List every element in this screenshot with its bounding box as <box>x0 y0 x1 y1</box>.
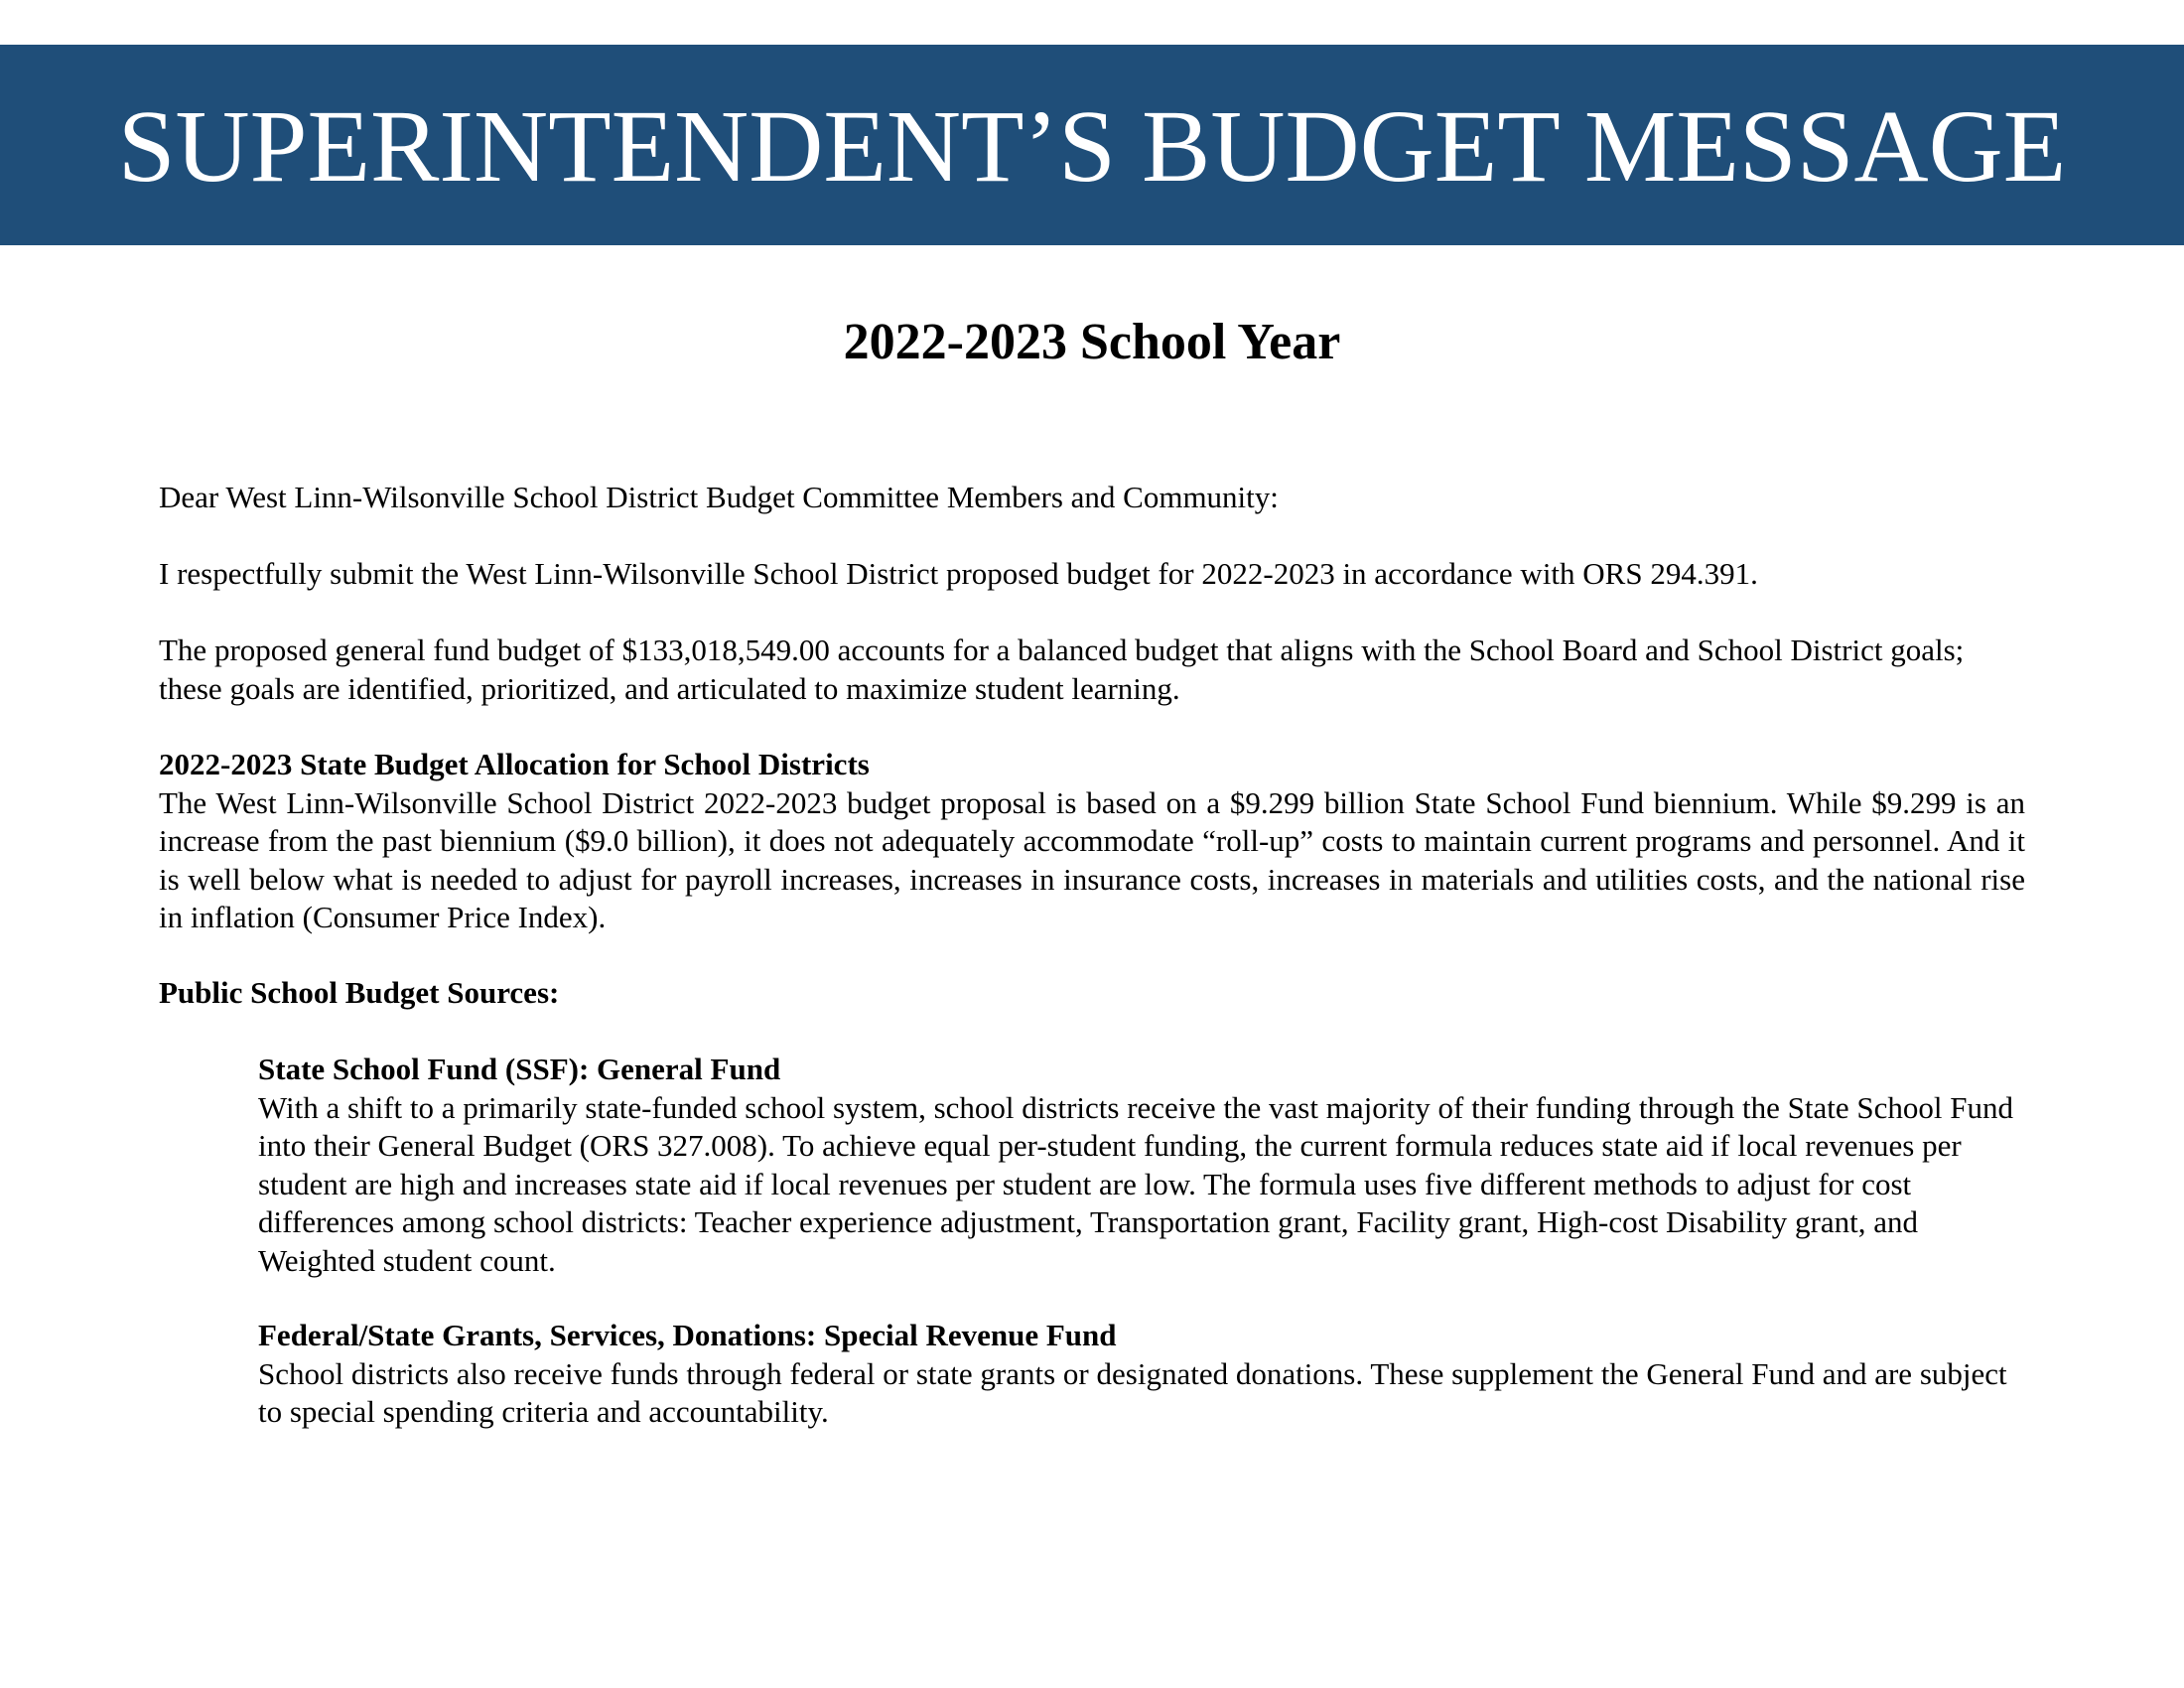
ssf-heading: State School Fund (SSF): General Fund <box>258 1052 781 1086</box>
ssf-subsection <box>258 1051 2025 1280</box>
special-revenue-subsection <box>258 1317 2025 1432</box>
budget-sources-section <box>159 974 2025 1013</box>
general-fund-text: The proposed general fund budget of $133,018,549.00 accounts for a balanced budget that aligns with the School Board and School District goals; these goals are identified, prioritized, and articulated to maximize student learning. <box>159 633 1965 706</box>
school-year-heading: 2022-2023 School Year <box>843 314 1341 370</box>
special-revenue-heading: Federal/State Grants, Services, Donations: Special Revenue Fund <box>258 1318 1117 1352</box>
title-banner <box>0 45 2184 245</box>
page-title: SUPERINTENDENT’S BUDGET MESSAGE <box>117 89 2067 204</box>
submit-paragraph <box>159 555 2025 594</box>
state-allocation-section <box>159 746 2025 937</box>
submit-text: I respectfully submit the West Linn-Wilsonville School District proposed budget for 2022-2023 in accordance with ORS 294.391. <box>159 556 1758 591</box>
state-allocation-body: The West Linn-Wilsonville School District 2022-2023 budget proposal is based on a $9.299 billion State School Fund biennium. While $9.299 is an increase from the past biennium ($9.0 billion), it does not adequately accommodate “roll-up” costs to maintain current programs and personnel. And it is well below what is needed to adjust for payroll increases, increases in insurance costs, increases in materials and utilities costs, and the national rise in inflation (Consumer Price Index). <box>159 784 2025 934</box>
ssf-body: With a shift to a primarily state-funded school system, school districts receive the vast majority of their funding through the State School Fund into their General Budget (ORS 327.008). To achieve equal per-student funding, the current formula reduces state aid if local revenues per student are high and increases state aid if local revenues per student are low. The formula uses five different methods to adjust for cost differences among school districts: Teacher experience adjustment, Transportation grant, Facility grant, High-cost Disability grant, and Weighted student count. <box>258 1089 2013 1278</box>
budget-sources-heading: Public School Budget Sources: <box>159 975 560 1010</box>
special-revenue-body: School districts also receive funds through federal or state grants or designated donations. These supplement the General Fund and are subject to special spending criteria and accountability. <box>258 1355 2007 1429</box>
state-allocation-heading: 2022-2023 State Budget Allocation for School Districts <box>159 747 870 781</box>
general-fund-paragraph <box>159 632 2025 708</box>
greeting-text: Dear West Linn-Wilsonville School District Budget Committee Members and Community: <box>159 480 1279 514</box>
greeting-line <box>159 479 2025 517</box>
